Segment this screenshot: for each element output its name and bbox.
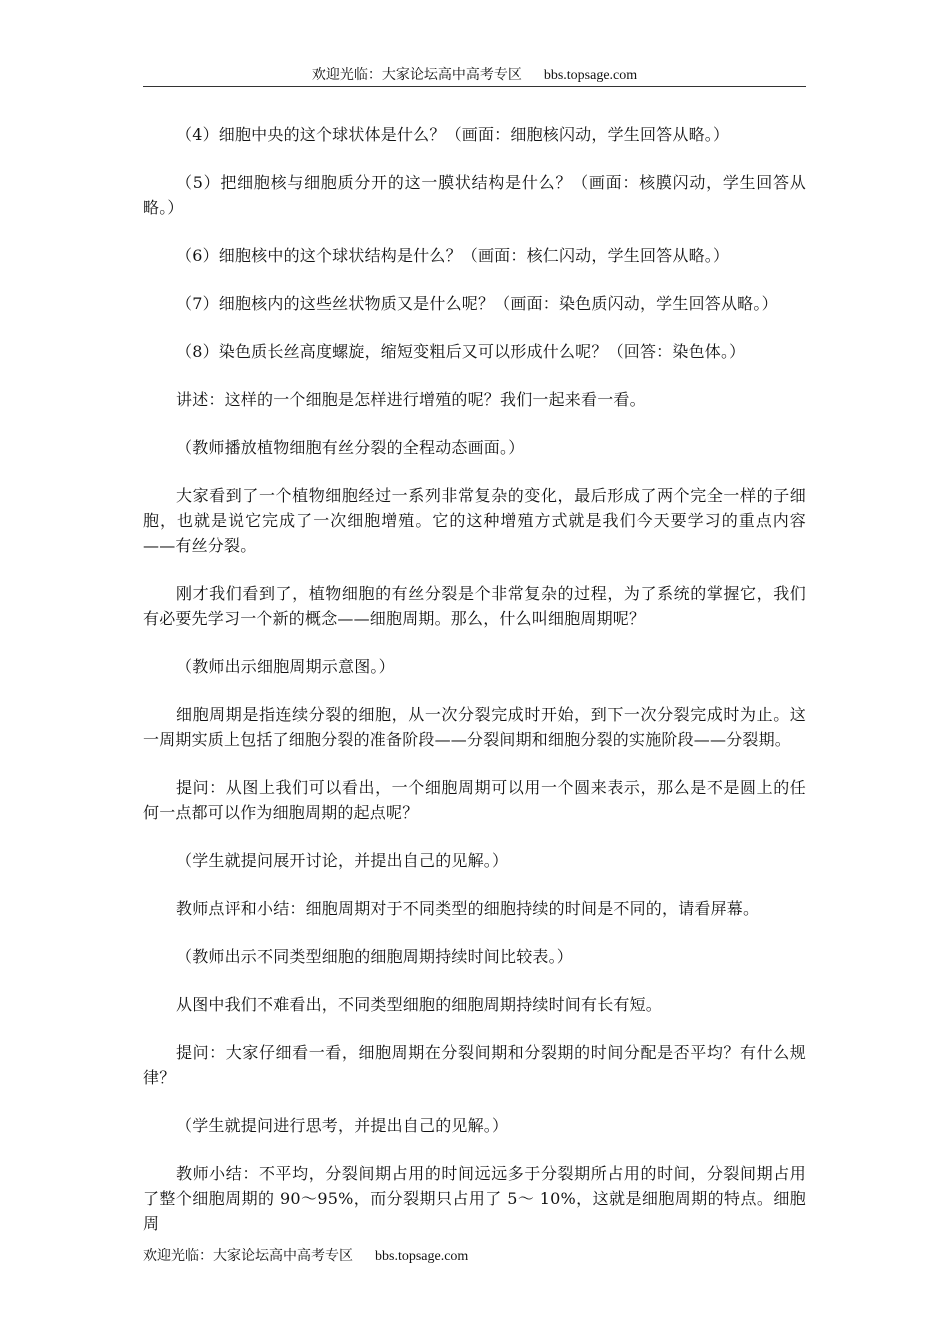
header-text: 欢迎光临：大家论坛高中高考专区 <box>311 67 522 83</box>
paragraph-narration: 讲述：这样的一个细胞是怎样进行增殖的呢？我们一起来看一看。 <box>176 390 646 409</box>
paragraph-definition: 细胞周期是指连续分裂的细胞，从一次分裂完成时开始，到下一次分裂完成时为止。这一周期实质上包括了细胞分裂的准备阶段——分裂间期和细胞分裂的实施阶段——分裂期。 <box>143 705 806 749</box>
paragraph-summary: 教师小结：不平均，分裂间期占用的时间远远多于分裂期所占用的时间，分裂间期占用了整个细胞周期的 90～95%，而分裂期只占用了 5～ 10%，这就是细胞周期的特点。细胞周 <box>143 1164 806 1233</box>
paragraph-stage-direction: （学生就提问展开讨论，并提出自己的见解。） <box>176 851 509 870</box>
paragraph-stage-direction: （教师出示不同类型细胞的细胞周期持续时间比较表。） <box>176 947 574 966</box>
header-url[interactable]: bbs.topsage.com <box>543 68 638 83</box>
paragraph-question: 提问：大家仔细看一看，细胞周期在分裂间期和分裂期的时间分配是否平均？有什么规律？ <box>143 1043 806 1087</box>
paragraph-summary: 教师点评和小结：细胞周期对于不同类型的细胞持续的时间是不同的，请看屏幕。 <box>176 899 760 918</box>
paragraph-stage-direction: （教师播放植物细胞有丝分裂的全程动态画面。） <box>176 438 525 457</box>
paragraph-stage-direction: （学生就提问进行思考，并提出自己的见解。） <box>176 1116 509 1135</box>
paragraph-question: 提问：从图上我们可以看出，一个细胞周期可以用一个圆来表示，那么是不是圆上的任何一点都可以作为细胞周期的起点呢？ <box>143 778 806 822</box>
paragraph-q7: （7）细胞核内的这些丝状物质又是什么呢？（画面：染色质闪动，学生回答从略。） <box>176 294 778 313</box>
footer-url[interactable]: bbs.topsage.com <box>375 1249 469 1264</box>
paragraph-stage-direction: （教师出示细胞周期示意图。） <box>176 657 395 676</box>
paragraph-q5: （5）把细胞核与细胞质分开的这一膜状结构是什么？（画面：核膜闪动，学生回答从略。） <box>143 173 806 217</box>
page-header <box>143 66 806 87</box>
paragraph-q8: （8）染色质长丝高度螺旋，缩短变粗后又可以形成什么呢？（回答：染色体。） <box>176 342 746 361</box>
paragraph-body: 大家看到了一个植物细胞经过一系列非常复杂的变化，最后形成了两个完全一样的子细胞，也就是说它完成了一次细胞增殖。它的这种增殖方式就是我们今天要学习的重点内容——有丝分裂。 <box>143 486 806 555</box>
paragraph-body: 刚才我们看到了，植物细胞的有丝分裂是个非常复杂的过程，为了系统的掌握它，我们有必要先学习一个新的概念——细胞周期。那么，什么叫细胞周期呢？ <box>143 584 806 628</box>
paragraph-body: 从图中我们不难看出，不同类型细胞的细胞周期持续时间有长有短。 <box>176 995 663 1014</box>
document-body <box>143 122 806 1259</box>
footer-text: 欢迎光临：大家论坛高中高考专区 <box>143 1248 353 1264</box>
page-footer <box>143 1247 468 1266</box>
paragraph-q4: （4）细胞中央的这个球状体是什么？（画面：细胞核闪动，学生回答从略。） <box>176 125 730 144</box>
paragraph-q6: （6）细胞核中的这个球状结构是什么？（画面：核仁闪动，学生回答从略。） <box>176 246 730 265</box>
